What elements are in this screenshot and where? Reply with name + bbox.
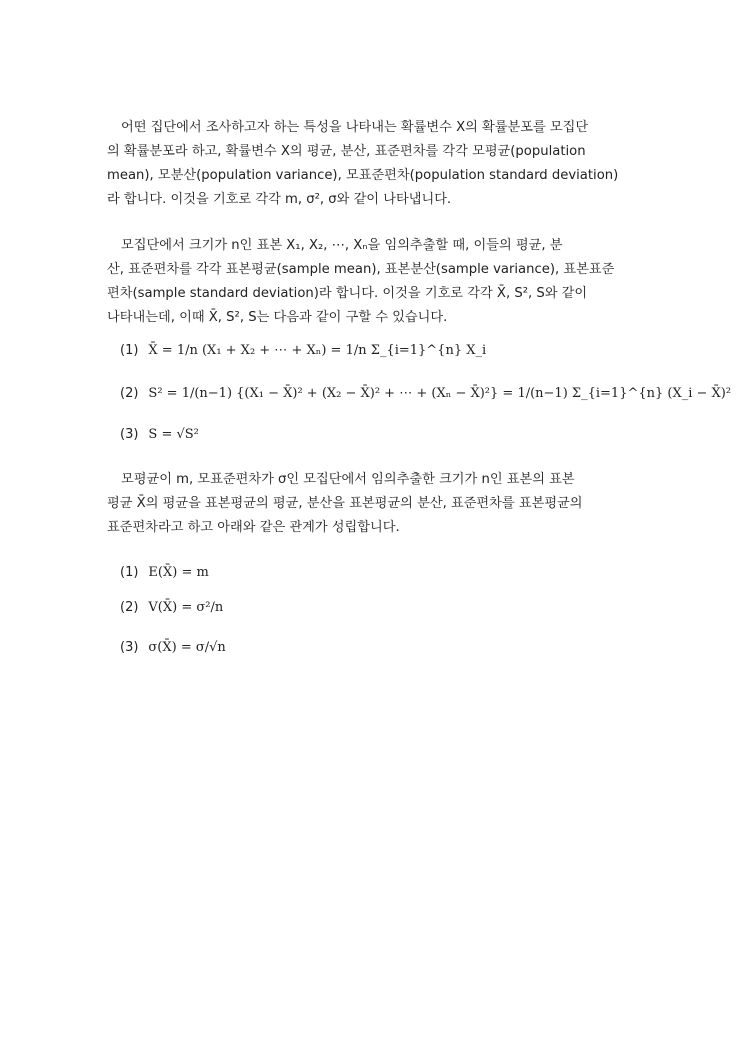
formula-expression: E(X̄) = m xyxy=(148,565,209,580)
formula-label: (2) xyxy=(120,386,139,401)
formula-expression: V(X̄) = σ²/n xyxy=(148,600,224,615)
paragraph-line: 평균 X̄의 평균을 표본평균의 평균, 분산을 표본평균의 분산, 표준편차를 표본평균의 xyxy=(107,496,583,511)
paragraph-population xyxy=(107,116,637,212)
paragraph-line: 편차(sample standard deviation)라 합니다. 이것을 기호로 각각 X̄, S², S와 같이 xyxy=(107,286,588,301)
paragraph-line: 의 확률분포라 하고, 확률변수 X의 평균, 분산, 표준편차를 각각 모평균(population xyxy=(107,144,586,159)
formula-expression: σ(X̄) = σ/√n xyxy=(148,640,226,655)
paragraph-line: 라 합니다. 이것을 기호로 각각 m, σ², σ와 같이 나타냅니다. xyxy=(107,192,452,207)
formula-label: (2) xyxy=(120,600,139,615)
formula-expression: S² = 1/(n−1) {(X₁ − X̄)² + (X₂ − X̄)² + ⋯ + (Xₙ − X̄)²} = 1/(n−1) Σ_{i=1}^{n} (X_i − X̄)² xyxy=(148,386,732,401)
formula-label: (3) xyxy=(120,640,139,655)
paragraph-line: 모집단에서 크기가 n인 표본 X₁, X₂, ⋯, Xₙ을 임의추출할 때, 이들의 평균, 분 xyxy=(121,238,563,253)
formula-label: (3) xyxy=(120,427,139,442)
paragraph-line: mean), 모분산(population variance), 모표준편차(population standard deviation) xyxy=(107,168,619,183)
paragraph-line: 어떤 집단에서 조사하고자 하는 특성을 나타내는 확률변수 X의 확률분포를 모집단 xyxy=(121,120,589,135)
paragraph-sample-mean-distribution xyxy=(107,468,637,540)
paragraph-line: 산, 표준편차를 각각 표본평균(sample mean), 표본분산(sample variance), 표본표준 xyxy=(107,262,615,277)
paragraph-line: 모평균이 m, 모표준편차가 σ인 모집단에서 임의추출한 크기가 n인 표본의 표본 xyxy=(121,472,575,487)
formula-label: (1) xyxy=(120,343,139,358)
formula-expression: X̄ = 1/n (X₁ + X₂ + ⋯ + Xₙ) = 1/n Σ_{i=1}^{n} X_i xyxy=(148,343,487,358)
formula-expectation xyxy=(120,565,209,580)
paragraph-line: 표준편차라고 하고 아래와 같은 관계가 성립합니다. xyxy=(107,520,400,535)
formula-sample-variance xyxy=(120,386,731,401)
formula-variance xyxy=(120,600,223,615)
paragraph-line: 나타내는데, 이때 X̄, S², S는 다음과 같이 구할 수 있습니다. xyxy=(107,310,448,325)
formula-sample-stddev xyxy=(120,427,199,442)
formula-standard-deviation xyxy=(120,640,226,655)
formula-expression: S = √S² xyxy=(148,427,199,442)
paragraph-sample xyxy=(107,234,637,330)
formula-sample-mean xyxy=(120,343,486,358)
formula-label: (1) xyxy=(120,565,139,580)
